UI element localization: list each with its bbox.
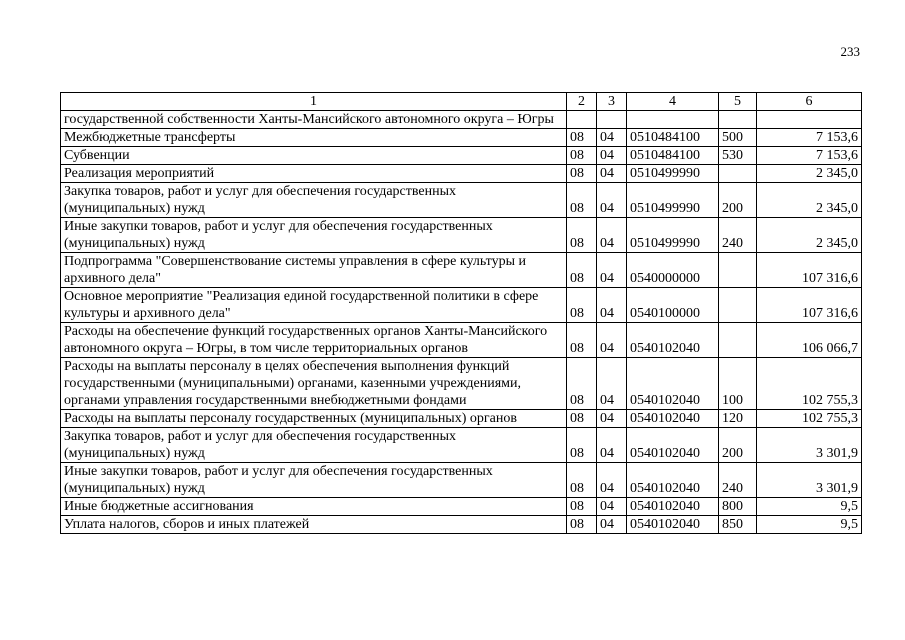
- cell-target-article: 0540102040: [627, 516, 719, 534]
- cell-target-article: [627, 111, 719, 129]
- table-body: [61, 111, 862, 534]
- cell-section: 08: [567, 218, 597, 253]
- table-row: [61, 218, 862, 253]
- cell-expense-type: 850: [719, 516, 757, 534]
- cell-section: 08: [567, 410, 597, 428]
- cell-target-article: 0510484100: [627, 147, 719, 165]
- cell-amount: 3 301,9: [757, 463, 862, 498]
- cell-section: 08: [567, 183, 597, 218]
- table-row: [61, 498, 862, 516]
- cell-expense-type: [719, 288, 757, 323]
- cell-amount: 107 316,6: [757, 288, 862, 323]
- cell-subsection: 04: [597, 288, 627, 323]
- cell-expense-type: [719, 165, 757, 183]
- cell-section: 08: [567, 498, 597, 516]
- table-row: [61, 516, 862, 534]
- cell-target-article: 0540102040: [627, 428, 719, 463]
- cell-subsection: 04: [597, 358, 627, 410]
- cell-target-article: 0510499990: [627, 183, 719, 218]
- table-row: [61, 288, 862, 323]
- cell-name: Иные закупки товаров, работ и услуг для обеспечения государственных (муниципальных) нужд: [61, 218, 567, 253]
- cell-section: 08: [567, 323, 597, 358]
- cell-expense-type: 500: [719, 129, 757, 147]
- cell-expense-type: 240: [719, 463, 757, 498]
- cell-section: 08: [567, 463, 597, 498]
- cell-amount: [757, 111, 862, 129]
- cell-name: Расходы на выплаты персоналу в целях обеспечения выполнения функций государственными (муниципальными) органами, казенными учреждениями, органами управления государственными внебюджетными фондами: [61, 358, 567, 410]
- cell-amount: 106 066,7: [757, 323, 862, 358]
- cell-target-article: 0540000000: [627, 253, 719, 288]
- cell-amount: 7 153,6: [757, 147, 862, 165]
- cell-name: Расходы на выплаты персоналу государственных (муниципальных) органов: [61, 410, 567, 428]
- cell-name: Уплата налогов, сборов и иных платежей: [61, 516, 567, 534]
- cell-amount: 2 345,0: [757, 183, 862, 218]
- cell-subsection: 04: [597, 253, 627, 288]
- cell-target-article: 0510484100: [627, 129, 719, 147]
- cell-name: Реализация мероприятий: [61, 165, 567, 183]
- cell-expense-type: [719, 111, 757, 129]
- cell-subsection: 04: [597, 516, 627, 534]
- budget-table: [60, 92, 862, 534]
- cell-amount: 107 316,6: [757, 253, 862, 288]
- header-col-6: 6: [757, 93, 862, 111]
- cell-section: 08: [567, 516, 597, 534]
- cell-subsection: 04: [597, 323, 627, 358]
- cell-subsection: [597, 111, 627, 129]
- cell-expense-type: 100: [719, 358, 757, 410]
- cell-target-article: 0510499990: [627, 218, 719, 253]
- header-col-1: 1: [61, 93, 567, 111]
- cell-target-article: 0510499990: [627, 165, 719, 183]
- cell-amount: 7 153,6: [757, 129, 862, 147]
- table-row: [61, 165, 862, 183]
- header-col-2: 2: [567, 93, 597, 111]
- cell-expense-type: 200: [719, 183, 757, 218]
- cell-subsection: 04: [597, 147, 627, 165]
- header-col-4: 4: [627, 93, 719, 111]
- cell-target-article: 0540102040: [627, 358, 719, 410]
- cell-name: Подпрограмма "Совершенствование системы управления в сфере культуры и архивного дела": [61, 253, 567, 288]
- header-row: [61, 93, 862, 111]
- cell-expense-type: 200: [719, 428, 757, 463]
- header-col-3: 3: [597, 93, 627, 111]
- cell-section: 08: [567, 288, 597, 323]
- table-row: [61, 428, 862, 463]
- table-row: [61, 129, 862, 147]
- cell-expense-type: [719, 253, 757, 288]
- cell-amount: 3 301,9: [757, 428, 862, 463]
- cell-target-article: 0540102040: [627, 498, 719, 516]
- table-row: [61, 147, 862, 165]
- table-row: [61, 253, 862, 288]
- cell-subsection: 04: [597, 463, 627, 498]
- cell-section: 08: [567, 129, 597, 147]
- cell-name: Закупка товаров, работ и услуг для обеспечения государственных (муниципальных) нужд: [61, 428, 567, 463]
- header-col-5: 5: [719, 93, 757, 111]
- cell-name: Субвенции: [61, 147, 567, 165]
- cell-section: 08: [567, 358, 597, 410]
- cell-subsection: 04: [597, 498, 627, 516]
- table-row: [61, 111, 862, 129]
- cell-name: Межбюджетные трансферты: [61, 129, 567, 147]
- cell-target-article: 0540102040: [627, 323, 719, 358]
- table-row: [61, 463, 862, 498]
- cell-amount: 102 755,3: [757, 410, 862, 428]
- cell-name: Иные закупки товаров, работ и услуг для обеспечения государственных (муниципальных) нужд: [61, 463, 567, 498]
- cell-subsection: 04: [597, 218, 627, 253]
- cell-amount: 9,5: [757, 498, 862, 516]
- cell-target-article: 0540102040: [627, 410, 719, 428]
- cell-target-article: 0540100000: [627, 288, 719, 323]
- cell-section: [567, 111, 597, 129]
- cell-amount: 2 345,0: [757, 165, 862, 183]
- table-row: [61, 183, 862, 218]
- cell-section: 08: [567, 253, 597, 288]
- cell-subsection: 04: [597, 129, 627, 147]
- cell-section: 08: [567, 165, 597, 183]
- table-row: [61, 410, 862, 428]
- table-row: [61, 358, 862, 410]
- cell-subsection: 04: [597, 165, 627, 183]
- table-row: [61, 323, 862, 358]
- cell-subsection: 04: [597, 428, 627, 463]
- cell-name: Иные бюджетные ассигнования: [61, 498, 567, 516]
- cell-name: Основное мероприятие "Реализация единой государственной политики в сфере культуры и архивного дела": [61, 288, 567, 323]
- cell-section: 08: [567, 147, 597, 165]
- cell-amount: 2 345,0: [757, 218, 862, 253]
- cell-amount: 102 755,3: [757, 358, 862, 410]
- cell-amount: 9,5: [757, 516, 862, 534]
- cell-name: Закупка товаров, работ и услуг для обеспечения государственных (муниципальных) нужд: [61, 183, 567, 218]
- cell-expense-type: 240: [719, 218, 757, 253]
- cell-name: Расходы на обеспечение функций государственных органов Ханты-Мансийского автономного округа – Югры, в том числе территориальных органов: [61, 323, 567, 358]
- cell-section: 08: [567, 428, 597, 463]
- cell-expense-type: [719, 323, 757, 358]
- cell-expense-type: 530: [719, 147, 757, 165]
- cell-target-article: 0540102040: [627, 463, 719, 498]
- cell-name: государственной собственности Ханты-Мансийского автономного округа – Югры: [61, 111, 567, 129]
- page-number: 233: [840, 44, 860, 59]
- cell-expense-type: 120: [719, 410, 757, 428]
- table-header: [61, 93, 862, 111]
- cell-subsection: 04: [597, 183, 627, 218]
- cell-subsection: 04: [597, 410, 627, 428]
- cell-expense-type: 800: [719, 498, 757, 516]
